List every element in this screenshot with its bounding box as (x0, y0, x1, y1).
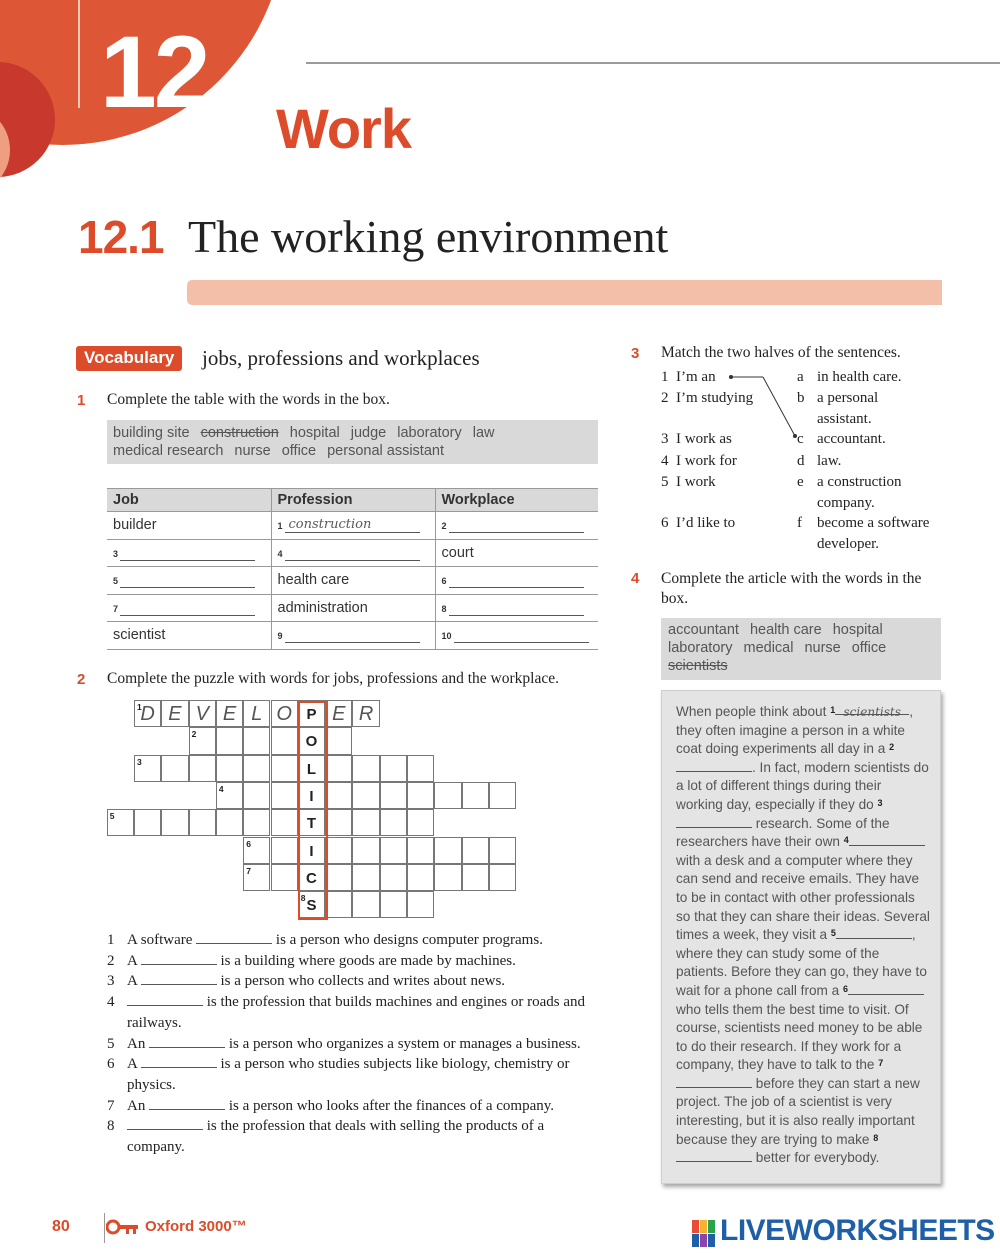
match-number: 4 (661, 453, 669, 469)
puzzle-cell[interactable] (243, 700, 270, 727)
page-number: 80 (52, 1218, 70, 1235)
match-right-item[interactable] (797, 472, 947, 513)
puzzle-cell[interactable] (407, 809, 434, 836)
match-left-item[interactable] (661, 451, 737, 472)
clue-before: An (127, 1035, 146, 1052)
puzzle-number: 2 (191, 729, 197, 740)
word: health care (749, 622, 822, 638)
match-example-line (725, 370, 805, 445)
blank-number: 1 (830, 705, 836, 715)
blank-number: 6 (441, 576, 447, 587)
table-cell: health care (271, 567, 435, 595)
clue-item (107, 930, 597, 951)
clue-after: is the profession that builds machines and engines or roads and railways. (127, 994, 586, 1031)
puzzle-cell[interactable] (216, 700, 243, 727)
answer-cell (107, 539, 271, 567)
puzzle-cell[interactable] (407, 891, 434, 918)
answer-blank[interactable] (120, 600, 255, 616)
word: hospital (832, 622, 883, 638)
puzzle-number: 8 (300, 893, 306, 904)
match-text: I work as (676, 431, 732, 447)
puzzle-cell[interactable] (407, 782, 434, 809)
match-number: 5 (661, 474, 669, 490)
puzzle-cell[interactable] (352, 891, 379, 918)
table-row (107, 594, 598, 622)
table-cell: builder (107, 512, 271, 540)
match-text: become a software developer. (817, 515, 930, 552)
match-text: in health care. (817, 369, 902, 385)
word: hospital (289, 425, 340, 441)
answer-cell (271, 539, 435, 567)
ex1-number: 1 (77, 392, 86, 409)
blank-number: 7 (878, 1058, 884, 1069)
word: nurse (234, 443, 271, 459)
puzzle-cell[interactable] (325, 755, 352, 782)
clue-number: 4 (107, 994, 115, 1011)
puzzle-cell[interactable] (189, 727, 216, 754)
puzzle-cell[interactable] (161, 755, 188, 782)
word: law (472, 425, 495, 441)
puzzle-key-cell (298, 727, 325, 754)
puzzle-cell[interactable] (434, 837, 461, 864)
puzzle-cell[interactable] (134, 809, 161, 836)
puzzle-cell[interactable] (352, 809, 379, 836)
blank-number: 3 (113, 548, 119, 559)
puzzle-letter: C (306, 869, 317, 887)
puzzle-cell[interactable] (325, 864, 352, 891)
clue-before: An (127, 1097, 146, 1114)
puzzle-letter: E (222, 703, 237, 725)
ex4-instruction: Complete the article with the words in the box. (661, 570, 922, 607)
puzzle-letter: T (306, 815, 317, 833)
puzzle-cell[interactable] (189, 809, 216, 836)
word: medical research (113, 443, 224, 459)
table-cell: scientist (107, 622, 271, 650)
answer-blank[interactable] (449, 572, 584, 588)
blank-number: 1 (277, 521, 283, 532)
puzzle-cell[interactable] (161, 700, 188, 727)
match-number: 2 (661, 390, 669, 406)
unit-title: Work (276, 97, 411, 160)
ex4-wordbox (661, 618, 941, 680)
puzzle-cell[interactable] (107, 809, 134, 836)
table-row (107, 567, 598, 595)
col-header-profession: Profession (271, 489, 435, 512)
puzzle-letter: V (195, 703, 209, 725)
footer-separator (104, 1213, 105, 1243)
puzzle-cell[interactable] (271, 809, 298, 836)
puzzle-cell[interactable] (462, 782, 489, 809)
puzzle-number: 4 (218, 783, 224, 794)
match-right-item[interactable] (797, 429, 947, 450)
blank-number: 2 (889, 742, 895, 753)
match-right-item[interactable] (797, 451, 947, 472)
match-number: 3 (661, 431, 669, 447)
word: laboratory (668, 640, 733, 656)
lesson-number: 12.1 (78, 211, 164, 263)
puzzle-cell[interactable] (216, 809, 243, 836)
clue-before: A (127, 952, 138, 969)
clue-item (107, 1054, 597, 1095)
puzzle-cell[interactable] (489, 782, 516, 809)
clue-before: A (127, 973, 138, 990)
puzzle-cell[interactable] (325, 809, 352, 836)
puzzle-cell[interactable] (352, 864, 379, 891)
clue-item (107, 1034, 597, 1055)
clue-after: is the profession that deals with selling the products of a company. (127, 1118, 545, 1156)
match-left-item[interactable] (661, 472, 716, 493)
blank-number: 8 (441, 603, 447, 614)
puzzle-cell[interactable] (325, 837, 352, 864)
col-header-job: Job (107, 489, 271, 512)
header-divider (78, 0, 80, 108)
answer-cell (435, 567, 598, 595)
puzzle-letter: E (168, 703, 182, 725)
answer-blank[interactable] (449, 600, 584, 616)
article-blank[interactable] (849, 834, 925, 846)
article-blank[interactable]: scientists (835, 703, 909, 715)
puzzle-cell[interactable] (352, 782, 379, 809)
clue-number: 8 (107, 1118, 115, 1135)
clue-item (107, 1116, 597, 1157)
clue-item (107, 992, 597, 1033)
match-text: a construction company. (817, 474, 902, 511)
puzzle-cell[interactable] (271, 755, 298, 782)
puzzle-cell[interactable] (352, 837, 379, 864)
answer-blank[interactable] (454, 627, 589, 643)
puzzle-letter: P (306, 706, 317, 723)
puzzle-cell[interactable] (380, 891, 407, 918)
article-blank[interactable] (848, 983, 924, 995)
word: nurse (804, 640, 841, 656)
clue-after: is a person who designs computer programs. (275, 932, 543, 948)
header-rule (306, 62, 1000, 64)
article-segment: better for everybody. (755, 1150, 880, 1166)
article-blank[interactable] (836, 927, 912, 939)
puzzle-clues (107, 930, 597, 1158)
puzzle-cell[interactable] (462, 837, 489, 864)
article-blank[interactable] (676, 1150, 752, 1162)
blank-number: 10 (441, 631, 452, 642)
ex4-number: 4 (631, 570, 640, 587)
answer-blank[interactable] (285, 627, 420, 643)
puzzle-cell[interactable] (407, 755, 434, 782)
puzzle-number: 3 (137, 756, 142, 767)
puzzle-cell[interactable] (243, 755, 270, 782)
clue-before: A software (127, 932, 193, 948)
match-letter: c (797, 431, 804, 447)
word: judge (350, 425, 387, 441)
match-letter: e (797, 474, 804, 490)
match-text: accountant. (817, 431, 886, 447)
match-right-item[interactable] (797, 388, 947, 429)
vocab-table (107, 488, 598, 650)
puzzle-number: 7 (246, 865, 251, 876)
puzzle-key-cell (298, 837, 325, 864)
ex3-instruction: Match the two halves of the sentences. (661, 344, 901, 361)
answer-cell (107, 594, 271, 622)
puzzle-cell[interactable] (325, 700, 352, 727)
ex1-wordbox (107, 420, 598, 464)
clue-number: 7 (107, 1097, 115, 1114)
match-text: law. (817, 453, 842, 469)
puzzle-cell[interactable] (407, 864, 434, 891)
puzzle-number: 5 (109, 811, 115, 822)
ex2-number: 2 (77, 671, 86, 688)
article-segment: research. Some of the researchers have their own (676, 815, 890, 850)
puzzle-cell[interactable] (216, 755, 243, 782)
clue-blank[interactable] (141, 953, 217, 965)
clue-number: 5 (107, 1035, 115, 1052)
puzzle-cell[interactable] (352, 755, 379, 782)
word: personal assistant (327, 443, 444, 459)
answer-blank[interactable] (120, 572, 255, 588)
answer-cell (271, 622, 435, 650)
puzzle-cell[interactable] (243, 809, 270, 836)
clue-after: is a person who organizes a system or manages a business. (228, 1035, 581, 1052)
puzzle-cell[interactable] (489, 837, 516, 864)
blank-number: 4 (843, 835, 849, 846)
puzzle-letter: I (309, 842, 314, 860)
answer-blank[interactable] (120, 545, 255, 561)
blank-number: 6 (843, 983, 849, 994)
blank-number: 9 (277, 631, 283, 642)
puzzle-cell[interactable] (325, 891, 352, 918)
puzzle-cell[interactable] (489, 864, 516, 891)
puzzle-letter: S (306, 897, 317, 915)
table-row (107, 539, 598, 567)
puzzle-cell[interactable] (134, 755, 161, 782)
puzzle-cell[interactable] (380, 782, 407, 809)
ex3-number: 3 (631, 345, 640, 362)
puzzle-cell[interactable] (134, 700, 161, 727)
puzzle-letter: O (305, 733, 318, 751)
ex1-instruction: Complete the table with the words in the box. (107, 391, 390, 408)
match-number: 6 (661, 515, 669, 531)
article-blank[interactable] (676, 760, 752, 772)
puzzle-cell[interactable] (325, 727, 352, 754)
match-letter: a (797, 369, 804, 385)
puzzle-number: 1 (137, 702, 142, 712)
unit-number: 12 (100, 15, 208, 129)
article-blank[interactable] (676, 1076, 752, 1088)
clue-number: 3 (107, 973, 115, 990)
liveworksheets-brand[interactable]: LIVEWORKSHEETS (720, 1214, 995, 1247)
vocabulary-tag: Vocabulary (76, 346, 182, 371)
blank-number: 2 (441, 521, 447, 532)
clue-after: is a person who studies subjects like biology, chemistry or physics. (127, 1056, 570, 1093)
match-text: I’d like to (676, 515, 736, 531)
match-number: 1 (661, 369, 669, 385)
clue-blank[interactable] (127, 1118, 203, 1130)
puzzle-cell[interactable] (380, 864, 407, 891)
answer-blank[interactable] (449, 517, 584, 533)
clue-before: A (127, 1056, 138, 1073)
puzzle-cell[interactable] (216, 782, 243, 809)
word: laboratory (397, 425, 462, 441)
oxford-3000-label: Oxford 3000™ (145, 1218, 247, 1235)
puzzle-key-cell (298, 864, 325, 891)
clue-after: is a person who collects and writes about news. (220, 973, 506, 990)
match-text: a personal assistant. (817, 390, 879, 427)
col-header-workplace: Workplace (435, 489, 598, 512)
clue-after: is a person who looks after the finances of a company. (228, 1097, 555, 1114)
answer-cell (435, 622, 598, 650)
puzzle-key-cell (298, 891, 325, 918)
table-row (107, 622, 598, 650)
puzzle-cell[interactable] (380, 837, 407, 864)
lesson-title: The working environment (188, 211, 669, 262)
clue-after: is a building where goods are made by machines. (220, 952, 516, 969)
puzzle-key-cell (298, 700, 325, 727)
answer-blank[interactable]: construction (285, 517, 420, 533)
puzzle-cell[interactable] (380, 755, 407, 782)
match-right-item[interactable] (797, 367, 947, 388)
puzzle-letter: L (251, 703, 263, 725)
clue-blank[interactable] (141, 973, 217, 985)
puzzle-cell[interactable] (434, 782, 461, 809)
puzzle-cell[interactable] (407, 837, 434, 864)
article-blank[interactable] (676, 816, 752, 828)
word: office (851, 640, 887, 656)
puzzle-key-cell (298, 782, 325, 809)
match-text: I’m studying (676, 390, 754, 406)
puzzle-cell[interactable] (352, 700, 379, 727)
table-cell: administration (271, 594, 435, 622)
puzzle-letter: D (140, 703, 155, 725)
match-letter: b (797, 390, 805, 406)
puzzle-cell[interactable] (189, 755, 216, 782)
article-segment: . In fact, modern scientists do a lot of different things during their working day, especially if they do (676, 759, 929, 812)
word: office (281, 443, 317, 459)
match-left-item[interactable] (661, 513, 735, 534)
puzzle-cell[interactable] (243, 782, 270, 809)
blank-number: 7 (113, 603, 119, 614)
puzzle-cell[interactable] (325, 782, 352, 809)
article-box (661, 690, 941, 1184)
word: accountant (668, 622, 739, 638)
match-left-item[interactable] (661, 367, 716, 388)
puzzle-cell[interactable] (216, 727, 243, 754)
vocabulary-subtitle: jobs, professions and workplaces (202, 346, 480, 370)
match-letter: f (797, 515, 802, 531)
word-used: scientists (668, 658, 728, 674)
article-segment: who tells them the best time to visit. Of course, scientists need money to be able to do their research. If they work for a company, they have to talk to the (676, 1001, 923, 1073)
puzzle-cell[interactable] (462, 864, 489, 891)
match-text: I’m an (676, 369, 716, 385)
table-cell: court (435, 539, 598, 567)
puzzle-cell[interactable] (243, 837, 270, 864)
puzzle-cell[interactable] (271, 782, 298, 809)
word: medical (743, 640, 794, 656)
clue-blank[interactable] (141, 1056, 217, 1068)
article-segment: , they often imagine a person in a white coat doing experiments all day in a (676, 704, 913, 757)
blank-number: 5 (113, 576, 119, 587)
puzzle-letter: R (358, 703, 374, 725)
answer-cell (435, 512, 598, 540)
puzzle-letter: L (306, 760, 317, 778)
lesson-band (187, 280, 942, 305)
puzzle-cell[interactable] (189, 700, 216, 727)
match-text: I work for (676, 453, 737, 469)
answer-cell (271, 512, 435, 540)
answer-blank[interactable] (285, 545, 420, 561)
clue-number: 2 (107, 952, 115, 969)
puzzle-cell[interactable] (271, 727, 298, 754)
table-row (107, 512, 598, 540)
blank-number: 5 (830, 928, 836, 939)
match-right-item[interactable] (797, 513, 947, 554)
puzzle-cell[interactable] (271, 837, 298, 864)
ex2-instruction: Complete the puzzle with words for jobs, professions and the workplace. (107, 670, 559, 687)
clue-blank[interactable] (196, 932, 272, 944)
article-segment: before they can start a new project. The job of a scientist is very interesting, but it is also really important because they are trying to make (676, 1075, 920, 1147)
clue-item (107, 1096, 597, 1117)
answer-cell (107, 567, 271, 595)
puzzle-cell[interactable] (271, 700, 298, 727)
puzzle-key-cell (298, 755, 325, 782)
puzzle-letter: I (309, 787, 314, 805)
article-text (676, 703, 930, 1168)
puzzle-cell[interactable] (243, 864, 270, 891)
article-segment: , where they can study some of the patients. Before they can go, they have to wait for a phone call from a (676, 927, 927, 998)
puzzle-cell[interactable] (161, 809, 188, 836)
puzzle-key-cell (298, 809, 325, 836)
clue-blank[interactable] (149, 1036, 225, 1048)
clue-item (107, 971, 597, 992)
match-letter: d (797, 453, 805, 469)
article-segment: When people think about (676, 704, 827, 719)
clue-number: 6 (107, 1056, 115, 1073)
clue-number: 1 (107, 932, 115, 948)
word-used: construction (200, 425, 279, 441)
article-segment: with a desk and a computer where they can send and receive emails. They have to be in contact with other professionals so that they can share their ideas. Several times a week, they visit a (676, 852, 930, 943)
blank-number: 4 (277, 548, 283, 559)
blank-number: 3 (877, 797, 883, 808)
puzzle-letter: O (276, 703, 292, 725)
key-icon (106, 1218, 140, 1236)
blank-number: 8 (873, 1132, 879, 1143)
clue-item (107, 951, 597, 972)
word: building site (113, 425, 190, 441)
puzzle-letter: E (332, 703, 346, 725)
match-left-item[interactable] (661, 429, 732, 450)
puzzle-cell[interactable] (380, 809, 407, 836)
match-text: I work (676, 474, 716, 490)
answer-cell (435, 594, 598, 622)
puzzle-number: 6 (246, 838, 251, 849)
table-header-row (107, 489, 598, 512)
clue-blank[interactable] (127, 994, 203, 1006)
clue-blank[interactable] (149, 1098, 225, 1110)
liveworksheets-logo-icon (692, 1220, 718, 1248)
puzzle-cell[interactable] (434, 864, 461, 891)
puzzle-cell[interactable] (243, 727, 270, 754)
puzzle-cell[interactable] (271, 864, 298, 891)
